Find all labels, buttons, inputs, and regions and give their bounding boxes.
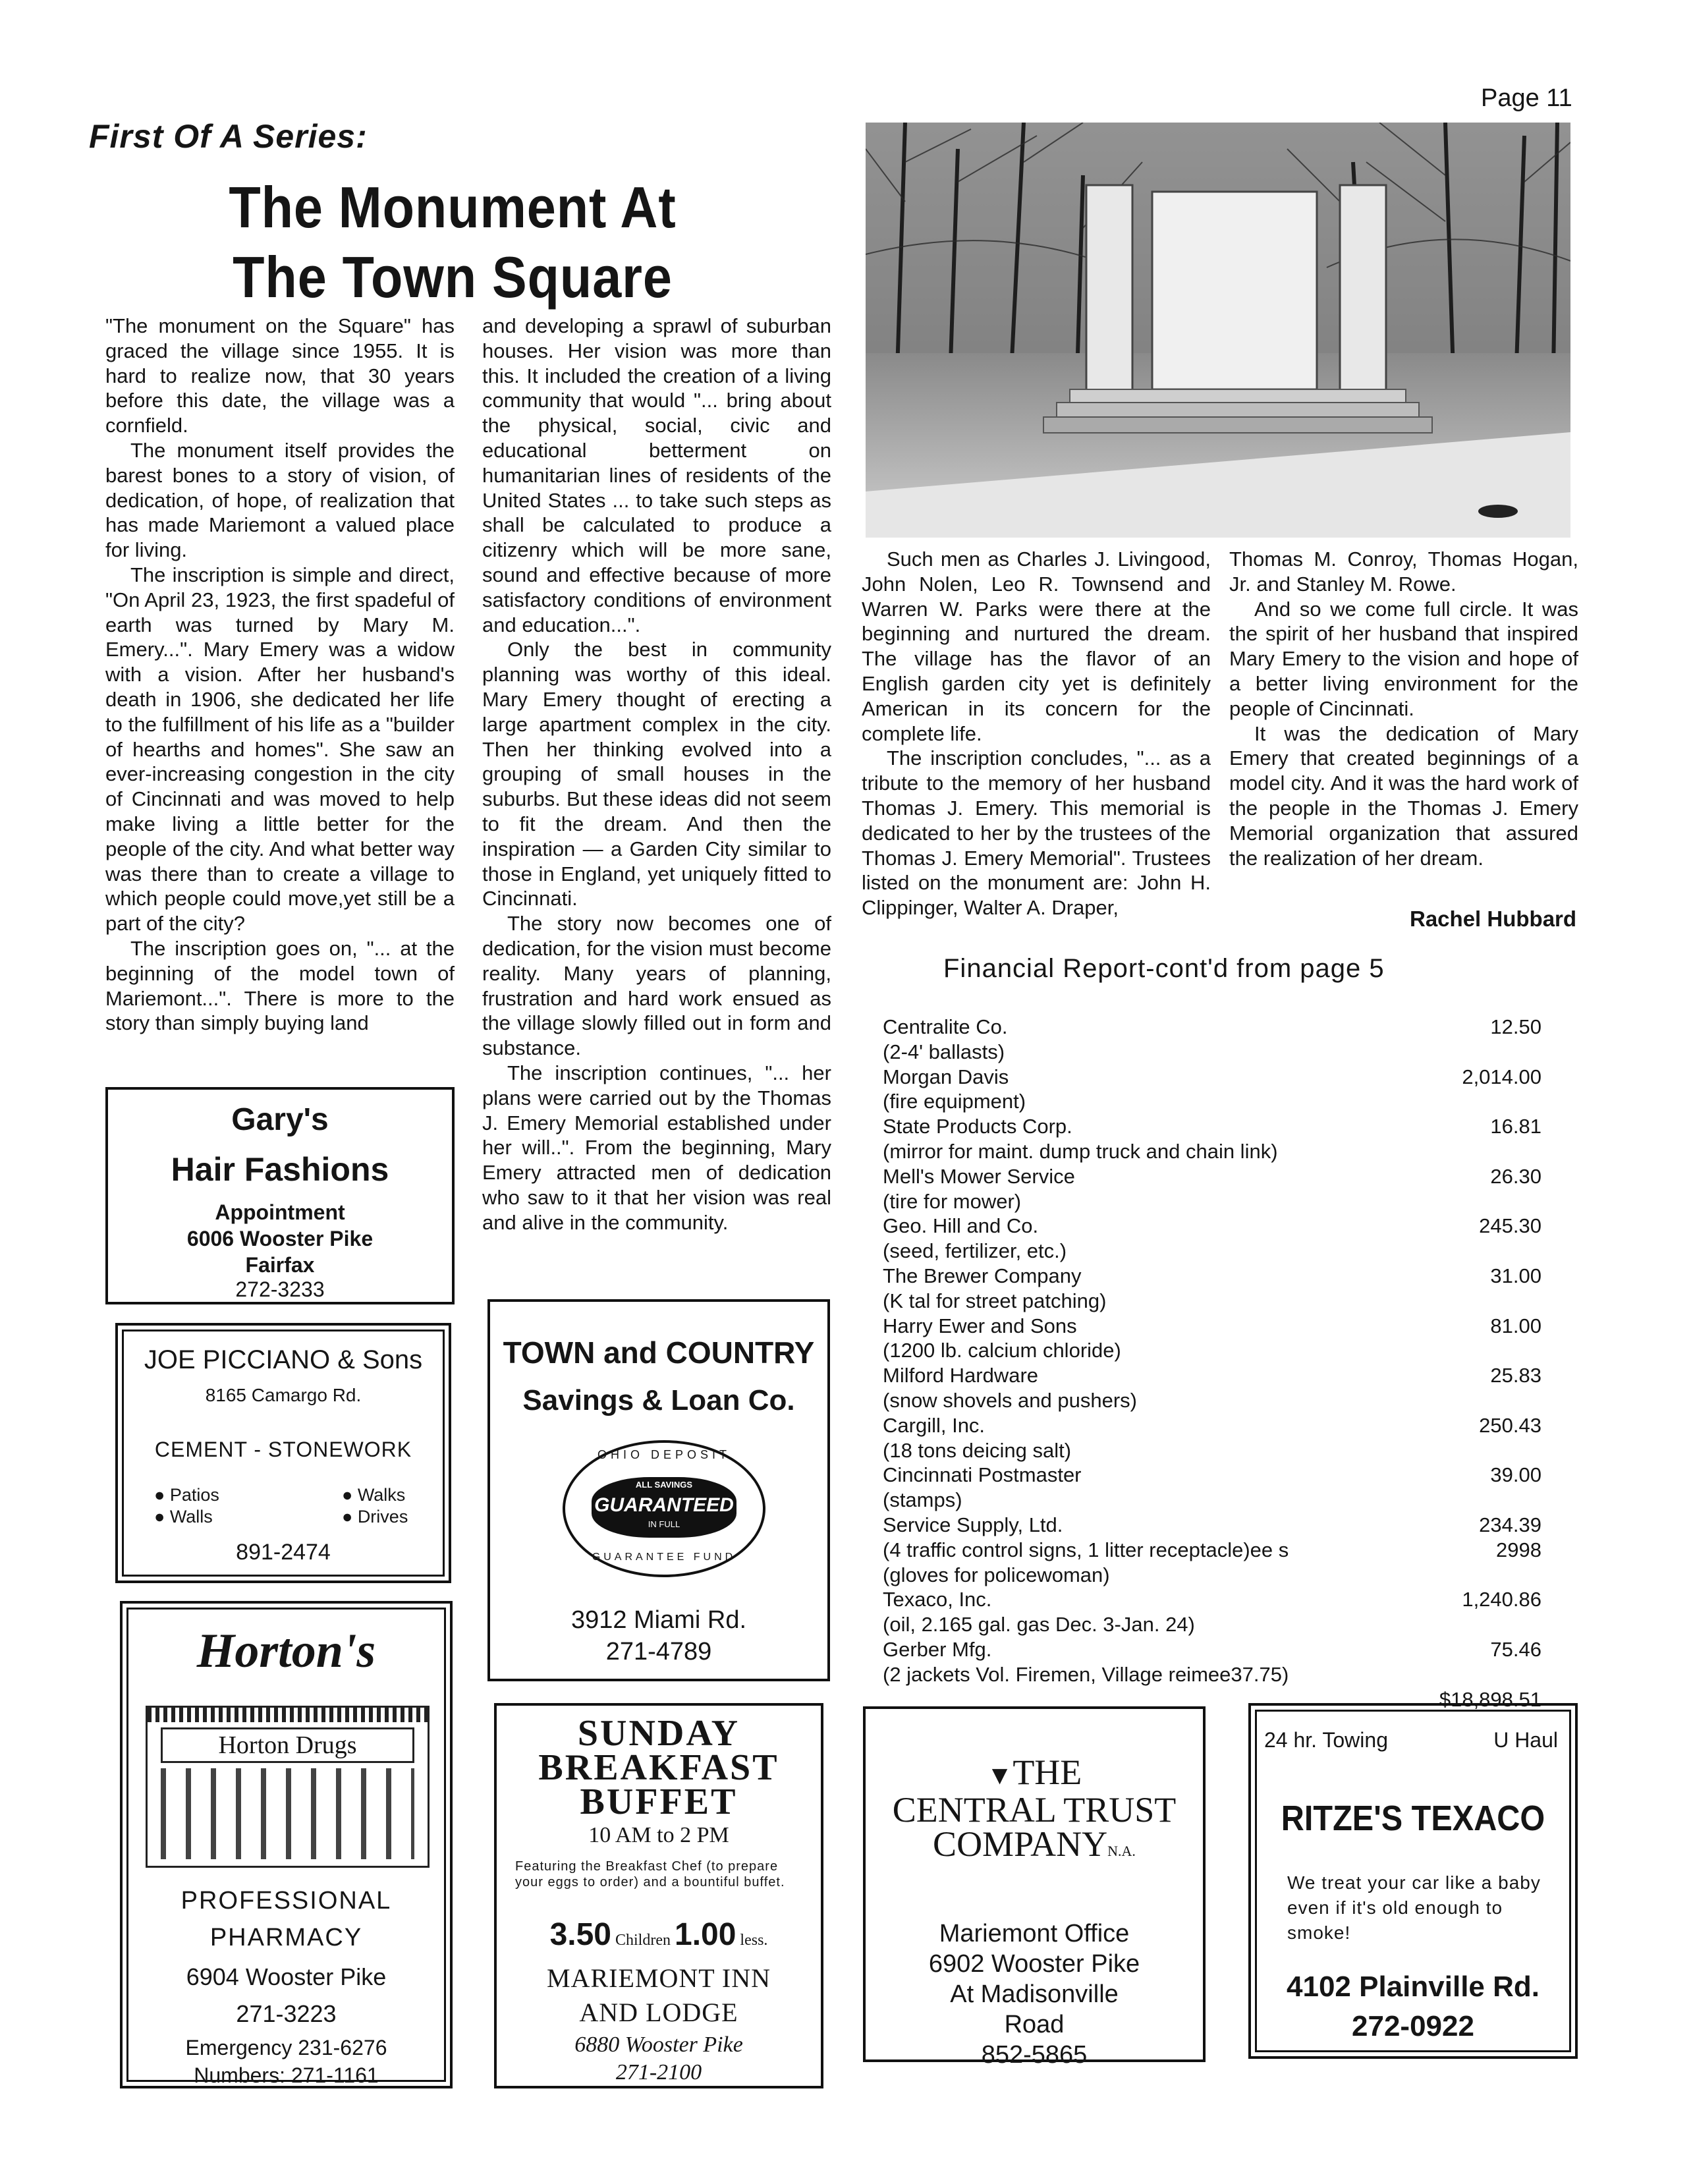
ad-address: 6904 Wooster Pike [186, 1963, 387, 1990]
article-paragraph: Thomas M. Conroy, Thomas Hogan, Jr. and Stanley M. Rowe. [1229, 547, 1578, 596]
ad-central-trust-company [863, 1706, 1206, 2069]
payee-label: (mirror for maint. dump truck and chain link) [883, 1139, 1278, 1163]
article-column-1 [105, 314, 455, 1036]
payee-label: Cincinnati Postmaster [883, 1463, 1082, 1487]
ad-phone: 272-0922 [1352, 2010, 1474, 2042]
ad-address: 6006 Wooster Pike [186, 1227, 374, 1250]
deposit-guarantee-seal [563, 1440, 765, 1577]
payment-amount: 2998 [1496, 1538, 1541, 1561]
ad-venue: MARIEMONT INN [546, 1963, 771, 1993]
storefront-sign: Horton Drugs [161, 1727, 414, 1763]
ad-garys-hair-fashions [105, 1087, 455, 1304]
ad-town-and-country [487, 1299, 830, 1681]
service-walls: ● Walls [154, 1507, 213, 1526]
financial-row [883, 1488, 1541, 1513]
financial-row [883, 1563, 1541, 1588]
monument-photo [866, 123, 1570, 538]
payee-label: (gloves for policewoman) [883, 1563, 1110, 1586]
payee-label: Harry Ewer and Sons [883, 1314, 1077, 1337]
payment-amount: 250.43 [1479, 1413, 1541, 1437]
ad-tagline: We treat your car like a baby even if it's old enough to smoke! [1287, 1872, 1541, 1943]
financial-row [883, 1139, 1541, 1164]
ad-title: TOWN and COUNTRY [503, 1335, 815, 1370]
financial-row [883, 1314, 1541, 1339]
article-column-3 [862, 547, 1211, 920]
ad-ritzes-texaco [1248, 1703, 1578, 2059]
ad-address: 3912 Miami Rd. [570, 1606, 747, 1634]
financial-row [883, 1164, 1541, 1189]
ad-hours: 10 AM to 2 PM [588, 1823, 729, 1847]
article-paragraph: Such men as Charles J. Livingood, John Nolen, Leo R. Townsend and Warren W. Parks were there at the beginning and nurtured the dream. The village has the flavor of an English garden city yet is definitely American in its concern for the complete life. [862, 547, 1211, 745]
payment-amount: 31.00 [1490, 1264, 1541, 1287]
seal-top-text: OHIO DEPOSIT [597, 1448, 731, 1461]
office-label: Mariemont Office [939, 1920, 1130, 1947]
bank-name-line: CENTRAL TRUST [892, 1790, 1177, 1830]
ad-phone: 271-3223 [236, 2000, 337, 2027]
financial-row [883, 1637, 1541, 1662]
payment-amount: 12.50 [1490, 1015, 1541, 1038]
headline-line-2: The Town Square [233, 244, 673, 310]
bank-name-line [866, 1824, 1203, 1868]
bank-logo-icon: ▼ [986, 1760, 1013, 1790]
ad-phone: 271-4789 [605, 1638, 712, 1666]
article-paragraph: The monument itself provides the barest bones to a story of vision, of dedication, of hope, of realization that has made Mariemont a valued place for living. [105, 438, 455, 562]
payment-amount: 75.46 [1490, 1637, 1541, 1661]
service-label: Walks [357, 1485, 406, 1505]
payee-label: (seed, fertilizer, etc.) [883, 1239, 1067, 1263]
payee-label: (1200 lb. calcium chloride) [883, 1339, 1121, 1362]
children-price: 1.00 [675, 1917, 736, 1952]
children-label: Children [615, 1932, 671, 1949]
ad-text: Appointment [215, 1200, 345, 1224]
financial-row [883, 1338, 1541, 1363]
payment-amount: 26.30 [1490, 1164, 1541, 1188]
financial-row [883, 1413, 1541, 1438]
payee-label: Centralite Co. [883, 1015, 1008, 1038]
seal-main-text: GUARANTEED [594, 1494, 734, 1516]
seal-bottom-text: GUARANTEE FUND [592, 1552, 736, 1563]
article-paragraph: The story now becomes one of dedication, for the vision must become reality. Many years of planning, frustration and hard work ensued as the village slowly filled out in form and substance. [482, 912, 831, 1060]
ad-venue: AND LODGE [579, 1998, 738, 2027]
payee-label: (4 traffic control signs, 1 litter receptacle)ee s [883, 1538, 1289, 1561]
payee-label: (2-4' ballasts) [883, 1040, 1005, 1063]
financial-row [883, 1363, 1541, 1388]
ad-script-title: Horton's [196, 1624, 376, 1678]
bank-name-part: COMPANY [933, 1824, 1108, 1864]
payee-label: (fire equipment) [883, 1090, 1026, 1113]
article-column-4 [1229, 547, 1578, 870]
article-paragraph: The inscription is simple and direct, "On April 23, 1923, the first spadeful of earth was turned by Mary M. Emery...". Mary Emery was a widow with a vision. After her husband's death in 1906, she dedicated her life to the fulfillment of his life as a "builder of hearths and homes". She saw an ever-increasing congestion in the city of Cincinnati and was moved to help make living a little better for the people of the city. And what better way was there than to create a village to which people could move,yet still be a part of the city? [105, 563, 455, 936]
ad-text: PHARMACY [209, 1924, 363, 1951]
monument-photo-illustration [866, 123, 1570, 538]
service-walks: ● Walks [342, 1485, 406, 1505]
article-paragraph: The inscription continues, "... her plans were carried out by the Thomas J. Emery Memorial established under her will..". From the beginning, Mary Emery attracted men of dedication who saw to it that her vision was real and alive in the community. [482, 1061, 831, 1234]
article-paragraph: It was the dedication of Mary Emery that created beginnings of a model city. And it was the hard work of the people in the Thomas J. Emery Memorial organization that assured the realization of her dream. [1229, 721, 1578, 870]
payment-amount: 2,014.00 [1462, 1065, 1541, 1088]
article-column-2 [482, 314, 831, 1235]
financial-row [883, 1388, 1541, 1413]
payee-label: (oil, 2.165 gal. gas Dec. 3-Jan. 24) [883, 1613, 1195, 1637]
page-number: Page 11 [1481, 84, 1572, 112]
payee-label: Morgan Davis [883, 1065, 1009, 1088]
emergency-number: 271-1161 [291, 2063, 379, 2087]
service-drives: ● Drives [342, 1507, 408, 1526]
storefront-awning [148, 1708, 428, 1722]
payment-amount: 25.83 [1490, 1364, 1541, 1387]
storefront-windows [161, 1768, 414, 1859]
article-paragraph: "The monument on the Square" has graced the village since 1955. It is hard to realize now, that 30 years before this date, the village was a cornfield. [105, 314, 455, 437]
financial-row [883, 1189, 1541, 1214]
payee-label: (2 jackets Vol. Firemen, Village reimee37.75) [883, 1662, 1289, 1686]
financial-total: $18,898.51 [1439, 1687, 1541, 1711]
ad-hortons-pharmacy [120, 1601, 453, 2088]
emergency-label: Emergency [185, 2036, 292, 2059]
storefront-illustration [146, 1706, 430, 1868]
payment-amount: 245.30 [1479, 1214, 1541, 1238]
ad-joe-picciano [115, 1323, 451, 1583]
ad-subtitle: Hair Fashions [171, 1151, 389, 1188]
ad-title: Gary's [231, 1102, 329, 1137]
ad-title: BREAKFAST [538, 1747, 779, 1788]
article-paragraph: The inscription goes on, "... at the beginning of the model town of Mariemont...". There is more to the story than simply buying land [105, 936, 455, 1035]
bank-suffix: N.A. [1107, 1843, 1136, 1859]
emergency-number: 231-6276 [298, 2036, 387, 2059]
bank-name-part: THE [1013, 1752, 1082, 1792]
article-paragraph: And so we come full circle. It was the spirit of her husband that inspired Mary Emery to the vision and hope of a better living environment for the people of Cincinnati. [1229, 597, 1578, 720]
emergency-line-1 [123, 2036, 450, 2060]
payee-label: (tire for mower) [883, 1189, 1022, 1213]
financial-row [883, 1089, 1541, 1114]
article-paragraph: and developing a sprawl of suburban houses. Her vision was more than this. It included the creation of a living community that would "... bring about the physical, social, civic and educational betterment on humanitarian lines of residents of the United States ... to take such steps as shall be calculated to produce a citizenry which will be more sane, sound and effective because of more satisfactory conditions of environment and education...". [482, 314, 831, 636]
financial-row [883, 1239, 1541, 1264]
payee-label: (K tal for street patching) [883, 1289, 1107, 1312]
towing-label: 24 hr. Towing [1264, 1728, 1388, 1752]
ad-address: 6880 Wooster Pike [574, 2032, 743, 2057]
headline-line-1: The Monument At [229, 175, 677, 240]
service-label: Patios [169, 1485, 219, 1505]
financial-row [883, 1463, 1541, 1488]
payee-label: (snow shovels and pushers) [883, 1388, 1137, 1412]
ad-title: SUNDAY [577, 1713, 740, 1754]
payee-label: Cargill, Inc. [883, 1413, 985, 1437]
series-kicker: First Of A Series: [89, 118, 368, 155]
ad-title: RITZE'S TEXACO [1281, 1799, 1545, 1838]
ad-phone: 852-5865 [981, 2041, 1088, 2069]
article-headline [198, 173, 708, 312]
service-label: Walls [169, 1507, 213, 1526]
financial-row [883, 1065, 1541, 1090]
payee-label: State Products Corp. [883, 1115, 1072, 1138]
payee-label: (18 tons deicing salt) [883, 1438, 1072, 1462]
payee-label: Milford Hardware [883, 1364, 1039, 1387]
financial-report-title: Financial Report-cont'd from page 5 [943, 954, 1385, 983]
ad-phone: 272-3233 [235, 1277, 325, 1301]
ad-city: Fairfax [245, 1253, 315, 1277]
adult-price: 3.50 [549, 1917, 611, 1952]
financial-row [883, 1114, 1541, 1139]
bank-office [866, 1918, 1203, 2070]
financial-row [883, 1612, 1541, 1637]
less-label: less. [740, 1932, 768, 1949]
office-address: At Madisonville [950, 1980, 1119, 2008]
payment-amount: 81.00 [1490, 1314, 1541, 1337]
financial-row [883, 1214, 1541, 1239]
payment-amount: 16.81 [1490, 1115, 1541, 1138]
payee-label: Gerber Mfg. [883, 1637, 992, 1661]
ad-phone: 271-2100 [615, 2060, 702, 2085]
bank-name [866, 1752, 1203, 1868]
uhaul-label: U Haul [1493, 1728, 1558, 1752]
article-paragraph: The inscription concludes, "... as a tribute to the memory of her husband Thomas J. Emery. This memorial is dedicated to her by the trustees of the Thomas J. Emery Memorial". Trustees listed on the monument are: John H. Clippinger, Walter A. Draper, [862, 746, 1211, 920]
payee-label: (stamps) [883, 1488, 962, 1512]
article-paragraph: Only the best in community planning was worthy of this ideal. Mary Emery thought of erecting a large apartment complex in the city. Then her thinking evolved into a grouping of small houses in the suburbs. But these ideas did not seem to fit the dream. And then the inspiration — a Garden City similar to those in England, yet uniquely fitted to Cincinnati. [482, 638, 831, 910]
service-label: Drives [357, 1507, 408, 1526]
financial-report-list [883, 1015, 1541, 1714]
seal-small-text: ALL SAVINGS [635, 1480, 693, 1490]
payee-label: Geo. Hill and Co. [883, 1214, 1039, 1238]
ad-address: 4102 Plainville Rd. [1287, 1971, 1540, 2003]
financial-row [883, 1438, 1541, 1463]
article-byline: Rachel Hubbard [1410, 907, 1577, 931]
payee-label: Service Supply, Ltd. [883, 1513, 1063, 1536]
payment-amount: 234.39 [1479, 1513, 1541, 1536]
emergency-label: Numbers: [194, 2063, 285, 2087]
payee-label: Mell's Mower Service [883, 1164, 1075, 1188]
ad-description: Featuring the Breakfast Chef (to prepare your eggs to order) and a bountiful buffet. [515, 1859, 785, 1890]
ad-sunday-breakfast-buffet [494, 1703, 823, 2088]
payment-amount: 1,240.86 [1462, 1588, 1541, 1611]
financial-row [883, 1015, 1541, 1040]
ad-phone: 891-2474 [236, 1540, 331, 1565]
financial-row [883, 1289, 1541, 1314]
payee-label: The Brewer Company [883, 1264, 1082, 1287]
seal-sub-text: IN FULL [648, 1519, 680, 1529]
financial-row [883, 1264, 1541, 1289]
payee-label: Texaco, Inc. [883, 1588, 992, 1611]
ad-subtitle: Savings & Loan Co. [522, 1384, 795, 1416]
financial-row [883, 1513, 1541, 1538]
ad-title: JOE PICCIANO & Sons [144, 1345, 423, 1374]
ad-address: 8165 Camargo Rd. [205, 1385, 362, 1405]
emergency-line-2 [123, 2063, 450, 2088]
payment-amount: 39.00 [1490, 1463, 1541, 1487]
ad-trade: CEMENT - STONEWORK [154, 1438, 412, 1461]
office-address: Road [1004, 2011, 1065, 2038]
financial-row [883, 1587, 1541, 1612]
ad-title: BUFFET [580, 1781, 738, 1822]
financial-row [883, 1538, 1541, 1563]
service-patios: ● Patios [154, 1485, 219, 1505]
office-address: 6902 Wooster Pike [928, 1950, 1140, 1978]
bank-name-line [866, 1752, 1203, 1793]
financial-row [883, 1040, 1541, 1065]
financial-row [883, 1662, 1541, 1687]
ad-prices [497, 1917, 821, 1953]
ad-text: PROFESSIONAL [180, 1887, 392, 1915]
